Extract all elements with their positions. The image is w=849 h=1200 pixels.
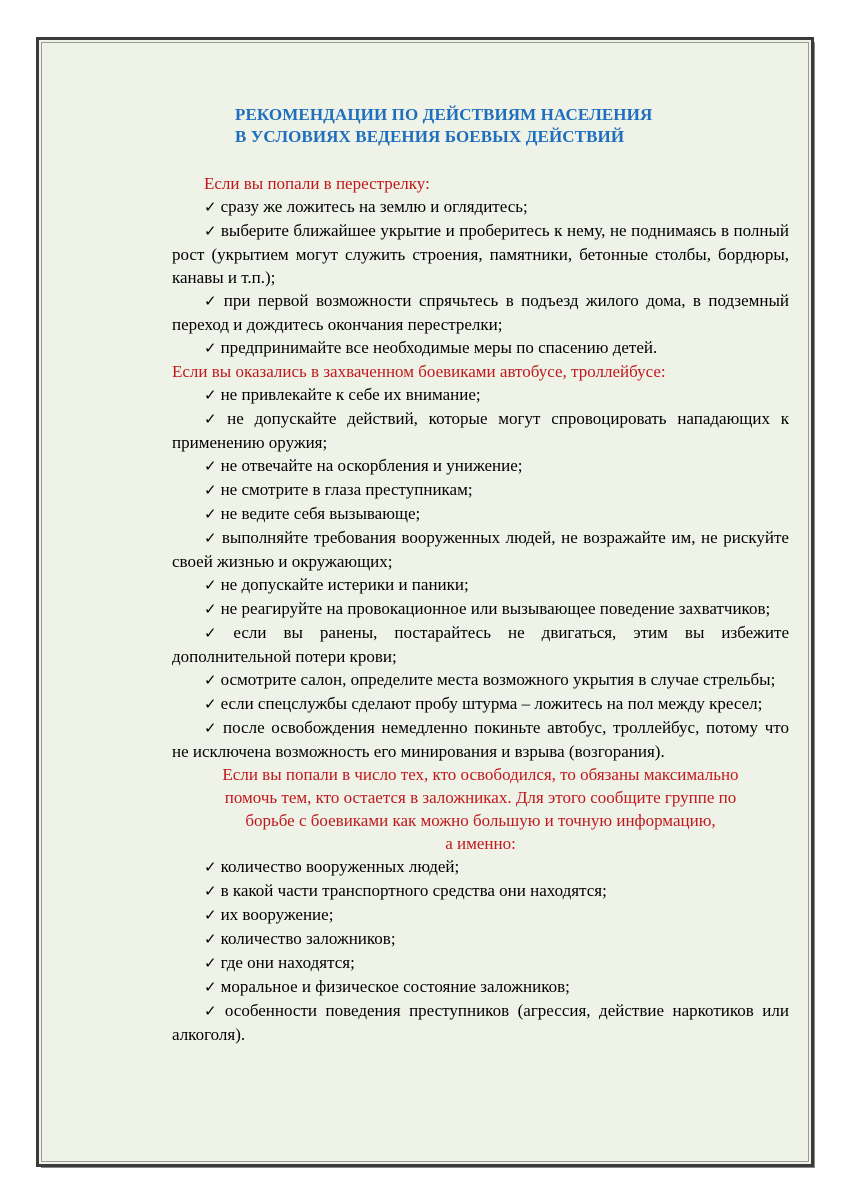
list-item: ✓ если вы ранены, постарайтесь не двигаться, этим вы избежите дополнительной потери крови; <box>172 623 789 666</box>
list-item: ✓ выполняйте требования вооруженных людей, не возражайте им, не рискуйте своей жизнью и окружающих; <box>172 528 789 571</box>
check-icon: ✓ <box>204 858 217 876</box>
title-line-1: РЕКОМЕНДАЦИИ ПО ДЕЙСТВИЯМ НАСЕЛЕНИЯ <box>235 105 653 124</box>
list-item: ✓ не смотрите в глаза преступникам; <box>204 480 473 499</box>
list-item: ✓ моральное и физическое состояние заложников; <box>204 977 570 996</box>
check-icon: ✓ <box>204 410 224 428</box>
check-icon: ✓ <box>204 222 217 240</box>
title-line-2: В УСЛОВИЯХ ВЕДЕНИЯ БОЕВЫХ ДЕЙСТВИЙ <box>235 127 625 146</box>
list-item: ✓ не допускайте истерики и паники; <box>204 575 469 594</box>
list-item: ✓ предпринимайте все необходимые меры по спасению детей. <box>204 338 658 357</box>
check-icon: ✓ <box>204 505 217 523</box>
check-icon: ✓ <box>204 695 217 713</box>
list-item: ✓ не отвечайте на оскорбления и унижение; <box>204 456 523 475</box>
list-item: ✓ если спецслужбы сделают пробу штурма – ложитесь на пол между кресел; <box>204 694 763 713</box>
document-body <box>172 172 789 1046</box>
check-icon: ✓ <box>204 671 217 689</box>
page-title <box>235 104 755 148</box>
section2-heading: Если вы оказались в захваченном боевиками автобусе, троллейбусе: <box>172 362 666 381</box>
check-icon: ✓ <box>204 481 217 499</box>
list-item: ✓ не ведите себя вызывающе; <box>204 504 421 523</box>
check-icon: ✓ <box>204 882 217 900</box>
list-item: ✓ выберите ближайшее укрытие и проберитесь к нему, не поднимаясь в полный рост (укрытием могут служить строения, памятники, бетонные столбы, бордюры, канавы и т.п.); <box>172 221 789 287</box>
check-icon: ✓ <box>204 906 217 924</box>
list-item: ✓ не допускайте действий, которые могут спровоцировать нападающих к применению оружия; <box>172 409 789 452</box>
check-icon: ✓ <box>204 198 217 216</box>
list-item: ✓ в какой части транспортного средства они находятся; <box>204 881 607 900</box>
list-item: ✓ количество вооруженных людей; <box>204 857 460 876</box>
section1-heading: Если вы попали в перестрелку: <box>204 174 430 193</box>
check-icon: ✓ <box>204 339 217 357</box>
check-icon: ✓ <box>204 719 220 737</box>
check-icon: ✓ <box>204 1002 221 1020</box>
list-item: ✓ после освобождения немедленно покиньте автобус, троллейбус, потому что не исключена возможность его минирования и взрыва (возгорания). <box>172 718 789 761</box>
check-icon: ✓ <box>204 292 220 310</box>
check-icon: ✓ <box>204 978 217 996</box>
list-item: ✓ сразу же ложитесь на землю и оглядитесь; <box>204 197 528 216</box>
list-item: ✓ не реагируйте на провокационное или вызывающее поведение захватчиков; <box>204 599 771 618</box>
list-item: ✓ при первой возможности спрячьтесь в подъезд жилого дома, в подземный переход и дождитесь окончания перестрелки; <box>172 291 789 334</box>
list-item: ✓ не привлекайте к себе их внимание; <box>204 385 481 404</box>
list-item: ✓ где они находятся; <box>204 953 355 972</box>
list-item: ✓ количество заложников; <box>204 929 396 948</box>
check-icon: ✓ <box>204 576 217 594</box>
check-icon: ✓ <box>204 529 218 547</box>
section3-heading: Если вы попали в число тех, кто освободился, то обязаны максимально помочь тем, кто остается в заложниках. Для этого сообщите группе по борьбе с боевиками как можно большую и точную информацию, а именно: <box>222 765 739 853</box>
check-icon: ✓ <box>204 954 217 972</box>
check-icon: ✓ <box>204 930 217 948</box>
list-item: ✓ осмотрите салон, определите места возможного укрытия в случае стрельбы; <box>204 670 776 689</box>
list-item: ✓ особенности поведения преступников (агрессия, действие наркотиков или алкоголя). <box>172 1001 789 1044</box>
list-item: ✓ их вооружение; <box>204 905 334 924</box>
check-icon: ✓ <box>204 457 217 475</box>
check-icon: ✓ <box>204 624 230 642</box>
check-icon: ✓ <box>204 600 217 618</box>
check-icon: ✓ <box>204 386 217 404</box>
